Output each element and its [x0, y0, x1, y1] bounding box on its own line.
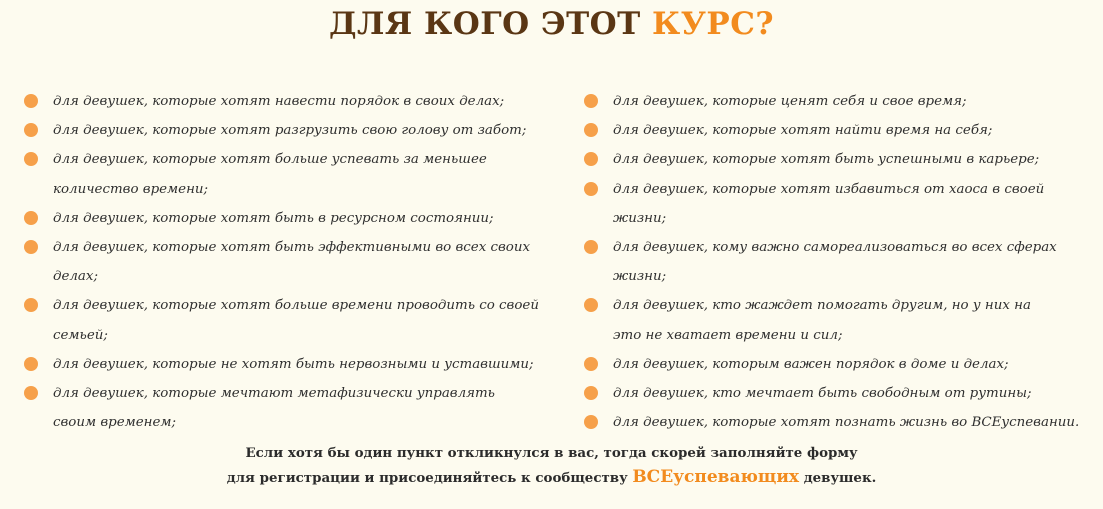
- list-item-text: для девушек, которые хотят быть эффективными во всех своих делах;: [53, 240, 531, 285]
- cta-line-2-suffix: девушек.: [799, 470, 877, 486]
- list-item-text: для девушек, которые мечтают метафизически управлять своим временем;: [53, 386, 495, 431]
- list-item: [24, 291, 572, 349]
- bullet-dot-icon: [584, 298, 598, 312]
- list-item: [24, 87, 572, 116]
- list-item-text: для девушек, которые хотят больше успевать за меньшее количество времени;: [53, 152, 487, 197]
- list-item: [584, 87, 1084, 116]
- list-item-text: для девушек, которые ценят себя и свое время;: [613, 94, 967, 109]
- bullet-dot-icon: [584, 357, 598, 371]
- section-title: [0, 6, 1103, 42]
- list-item-text: для девушек, которым важен порядок в доме и делах;: [613, 356, 1009, 372]
- audience-list-left: [24, 87, 572, 437]
- bullet-dot-icon: [24, 211, 38, 225]
- list-item: [584, 116, 1084, 145]
- list-item-text: для девушек, которые хотят разгрузить свою голову от забот;: [53, 123, 527, 139]
- bullet-dot-icon: [24, 386, 38, 400]
- list-item-text: для девушек, которые хотят найти время на себя;: [613, 123, 993, 139]
- list-item-text: для девушек, которые хотят больше времени проводить со своей семьей;: [53, 298, 539, 343]
- list-item: [584, 145, 1084, 174]
- list-item: [24, 233, 572, 291]
- bullet-dot-icon: [24, 94, 38, 108]
- list-item-text: для девушек, которые не хотят быть нервозными и уставшими;: [53, 356, 534, 372]
- section-title-accent: КУРС?: [652, 6, 775, 42]
- audience-list-right: [584, 87, 1084, 437]
- list-item: [584, 291, 1084, 349]
- community-brand-name: ВСЕуспевающих: [632, 467, 800, 487]
- list-item: [584, 408, 1084, 437]
- bullet-dot-icon: [584, 94, 598, 108]
- list-item: [24, 379, 572, 437]
- bullet-dot-icon: [584, 240, 598, 254]
- list-item-text: для девушек, которые хотят быть успешными в карьере;: [613, 152, 1040, 168]
- list-item: [24, 204, 572, 233]
- bullet-dot-icon: [584, 182, 598, 196]
- list-item-text: для девушек, которые хотят познать жизнь во ВСЕуспевании.: [613, 415, 1080, 431]
- bullet-dot-icon: [584, 152, 598, 166]
- list-item-text: для девушек, которые хотят навести порядок в своих делах;: [53, 94, 505, 109]
- list-item: [584, 233, 1084, 291]
- bullet-dot-icon: [24, 123, 38, 137]
- list-item: [584, 379, 1084, 408]
- list-item-text: для девушек, которые хотят избавиться от хаоса в своей жизни;: [613, 181, 1045, 226]
- bullet-dot-icon: [24, 298, 38, 312]
- bullet-dot-icon: [584, 386, 598, 400]
- list-item-text: для девушек, кто мечтает быть свободным от рутины;: [613, 386, 1032, 402]
- list-item: [584, 350, 1084, 379]
- cta-line-2: [0, 465, 1103, 490]
- bullet-dot-icon: [24, 357, 38, 371]
- list-item: [24, 145, 572, 203]
- bullet-dot-icon: [584, 123, 598, 137]
- bullet-dot-icon: [584, 415, 598, 429]
- list-item: [584, 175, 1084, 233]
- call-to-action-text: [0, 441, 1103, 490]
- cta-line-2-prefix: для регистрации и присоединяйтесь к сообществу: [226, 470, 633, 486]
- list-item: [24, 350, 572, 379]
- bullet-dot-icon: [24, 240, 38, 254]
- bullet-dot-icon: [24, 152, 38, 166]
- list-item-text: для девушек, кто жаждет помогать другим, но у них на это не хватает времени и сил;: [613, 298, 1031, 343]
- list-item: [24, 116, 572, 145]
- list-item-text: для девушек, которые хотят быть в ресурсном состоянии;: [53, 210, 494, 226]
- list-item-text: для девушек, кому важно самореализоваться во всех сферах жизни;: [613, 240, 1057, 285]
- cta-line-1: Если хотя бы один пункт откликнулся в вас, тогда скорей заполняйте форму: [245, 445, 858, 461]
- section-title-text: ДЛЯ КОГО ЭТОТ: [328, 6, 653, 42]
